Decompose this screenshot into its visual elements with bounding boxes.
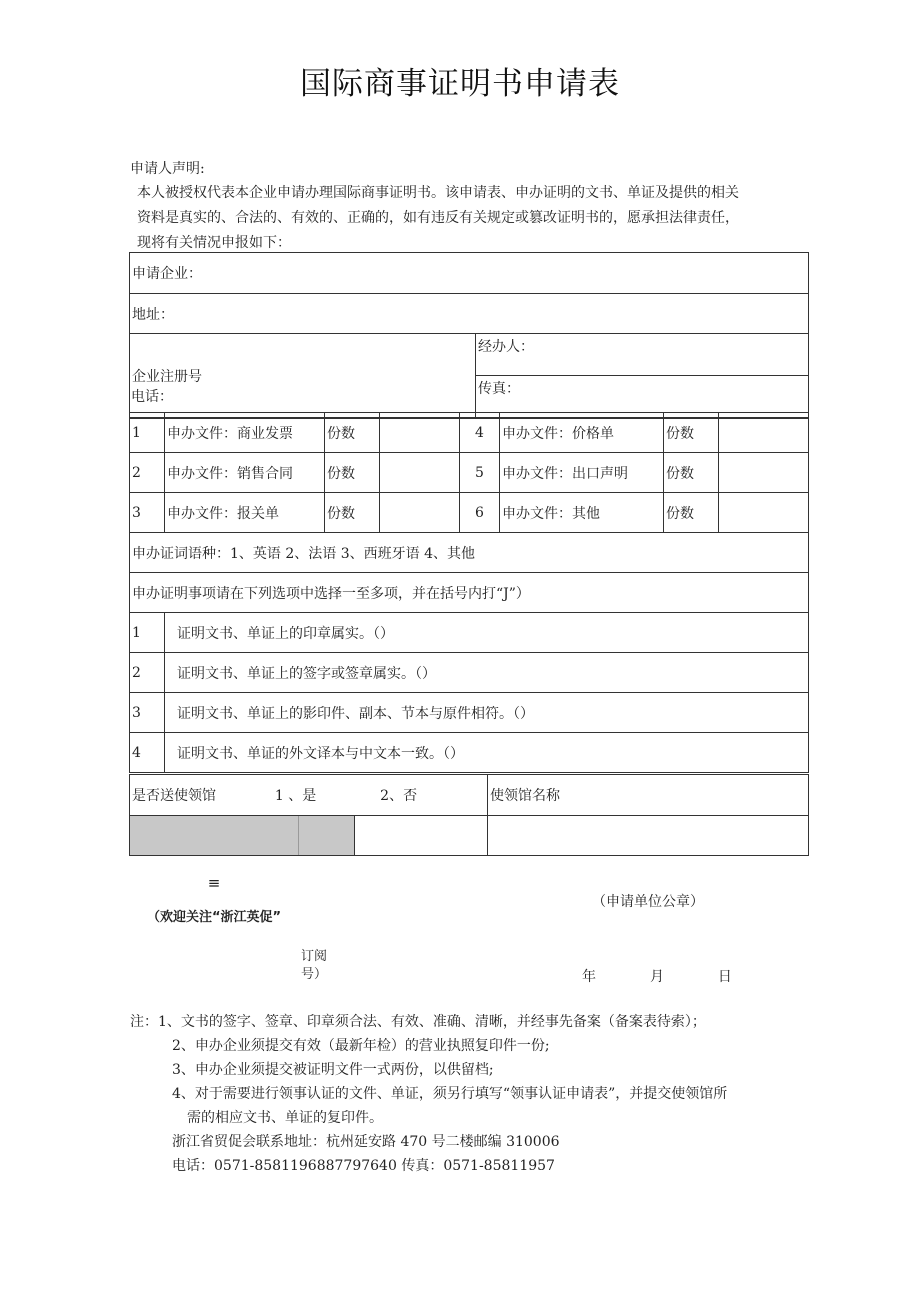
- date-day: 日: [717, 969, 732, 985]
- consulate-no-option[interactable]: 2、否: [380, 788, 418, 804]
- item-text: 证明文书、单证上的签字或签章属实。（）: [165, 653, 809, 693]
- note-line: 3、申办企业须提交被证明文件一式两份，以供留档;: [172, 1062, 494, 1078]
- item-text: 证明文书、单证的外文译本与中文本一致。（）: [165, 733, 809, 773]
- reg-no-field[interactable]: [130, 334, 476, 418]
- address-field[interactable]: [130, 294, 809, 334]
- qr-code-icon: ≡: [207, 874, 221, 892]
- copies-label: 份数: [325, 413, 380, 453]
- copies-input[interactable]: [380, 493, 460, 533]
- item-no: 1: [130, 613, 165, 653]
- note-line: 2、申办企业须提交有效（最新年检）的营业执照复印件一份;: [172, 1038, 550, 1054]
- copies-label: 份数: [664, 413, 719, 453]
- application-form: [129, 252, 809, 419]
- qr-code-area: [130, 816, 355, 982]
- doc-label: 申办文件：其他: [500, 493, 664, 533]
- consulate-question[interactable]: [130, 775, 488, 816]
- doc-no: 6: [460, 493, 500, 533]
- date-month: 月: [649, 969, 664, 985]
- applicant-label: 申请企业：: [132, 266, 202, 282]
- note-line: 需的相应文书、单证的复印件。: [187, 1110, 383, 1126]
- consulate-yes-option[interactable]: 1 、是: [274, 788, 317, 804]
- handler-label: 经办人：: [478, 339, 534, 355]
- doc-label: 申办文件：报关单: [165, 493, 325, 533]
- documents-table: [129, 412, 809, 773]
- doc-row: [130, 453, 809, 493]
- items-instruction: 申办证明事项请在下列选项中选择一至多项，并在括号内打“J”）: [130, 573, 809, 613]
- item-row[interactable]: [130, 653, 809, 693]
- copies-label: 份数: [664, 453, 719, 493]
- doc-row: [130, 413, 809, 453]
- seal-label: （申请单位公章）: [592, 894, 705, 910]
- copies-label: 份数: [325, 453, 380, 493]
- language-row[interactable]: 申办证词语种：1、英语 2、法语 3、西班牙语 4、其他: [130, 533, 809, 573]
- fax-label: 传真：: [478, 381, 520, 397]
- item-no: 3: [130, 693, 165, 733]
- item-no: 2: [130, 653, 165, 693]
- notes-section: [130, 1010, 727, 1178]
- declaration-line: 现将有关情况申报如下：: [137, 235, 291, 251]
- doc-no: 1: [130, 413, 165, 453]
- seal-date: [582, 966, 732, 986]
- doc-label: 申办文件：价格单: [500, 413, 664, 453]
- declaration-text: [137, 181, 812, 256]
- doc-label: 申办文件：销售合同: [165, 453, 325, 493]
- subscribe-text: 订阅号）: [301, 949, 328, 982]
- item-no: 4: [130, 733, 165, 773]
- item-text: 证明文书、单证上的影印件、副本、节本与原件相符。（）: [165, 693, 809, 733]
- date-year: 年: [582, 969, 597, 985]
- doc-no: 5: [460, 453, 500, 493]
- doc-no: 4: [460, 413, 500, 453]
- doc-no: 3: [130, 493, 165, 533]
- consulate-table: [129, 774, 809, 985]
- doc-label: 申办文件：出口声明: [500, 453, 664, 493]
- consulate-name-label: 使领馆名称: [490, 788, 561, 804]
- item-row[interactable]: [130, 733, 809, 773]
- declaration-heading: 申请人声明:: [130, 161, 205, 177]
- copies-input[interactable]: [719, 493, 809, 533]
- copies-input[interactable]: [719, 453, 809, 493]
- doc-label: 申办文件：商业发票: [165, 413, 325, 453]
- seal-area: [488, 816, 809, 985]
- handler-field[interactable]: [476, 334, 809, 376]
- copies-label: 份数: [325, 493, 380, 533]
- reg-no-label: 企业注册号: [132, 368, 202, 385]
- contact-address: 浙江省贸促会联系地址：杭州延安路 470 号二楼邮编 310006: [172, 1134, 560, 1150]
- divider: [298, 816, 299, 855]
- copies-label: 份数: [664, 493, 719, 533]
- item-text: 证明文书、单证上的印章属实。（）: [165, 613, 809, 653]
- address-label: 地址：: [132, 306, 174, 323]
- copies-input[interactable]: [380, 453, 460, 493]
- doc-row: [130, 493, 809, 533]
- consulate-name-field[interactable]: [488, 775, 809, 816]
- declaration-line: 资料是真实的、合法的、有效的、正确的，如有违反有关规定或篡改证明书的，愿承担法律责任，: [137, 210, 739, 226]
- copies-input[interactable]: [719, 413, 809, 453]
- note-line: 注：1、文书的签字、签章、印章须合法、有效、准确、清晰，并经事先备案（备案表待索）；: [130, 1014, 706, 1030]
- contact-phone: 电话：0571-8581196887797640 传真：0571-85811957: [172, 1158, 555, 1174]
- declaration-line: 本人被授权代表本企业申请办理国际商事证明书。该申请表、申办证明的文书、单证及提供的相关: [137, 185, 739, 201]
- note-line: 4、对于需要进行领事认证的文件、单证，须另行填写“领事认证申请表”，并提交使领馆所: [172, 1086, 728, 1102]
- page-title: 国际商事证明书申请表: [300, 66, 620, 102]
- blank-cell: [355, 816, 488, 856]
- doc-no: 2: [130, 453, 165, 493]
- qr-caption: （欢迎关注“浙江英促”: [146, 910, 282, 925]
- applicant-field[interactable]: [130, 253, 809, 294]
- copies-input[interactable]: [380, 413, 460, 453]
- item-row[interactable]: [130, 613, 809, 653]
- phone-label: 电话：: [131, 389, 173, 405]
- consulate-question-label: 是否送使领馆: [132, 788, 216, 804]
- item-row[interactable]: [130, 693, 809, 733]
